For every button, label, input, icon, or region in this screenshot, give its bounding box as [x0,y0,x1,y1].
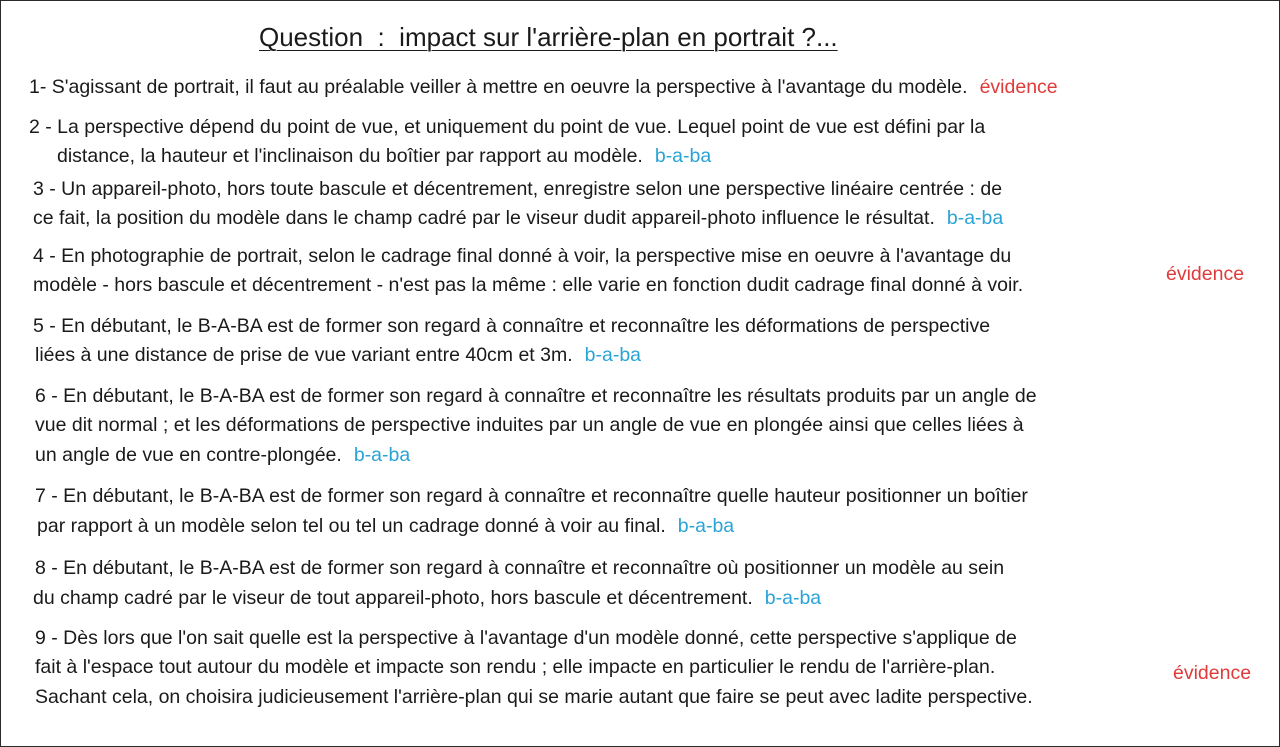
tag-baba: b-a-ba [677,515,735,537]
tag-baba: b-a-ba [654,145,712,167]
tag-baba: b-a-ba [584,344,642,366]
item-8-line-1: 8 - En débutant, le B-A-BA est de former son regard à connaître et reconnaître où positionner un modèle au sein [35,557,1005,579]
item-1-text: 1- S'agissant de portrait, il faut au préalable veiller à mettre en oeuvre la perspective à l'avantage du modèle. [29,76,968,98]
item-8-line-2 [33,586,821,610]
page-title: Question : impact sur l'arrière-plan en portrait ?... [259,22,838,52]
item-9-line-2: fait à l'espace tout autour du modèle et impacte son rendu ; elle impacte en particulier le rendu de l'arrière-plan. [35,656,996,678]
item-4-line-2: modèle - hors bascule et décentrement - n'est pas la même : elle varie en fonction dudit cadrage final donné à voir. [33,274,1024,296]
item-2-line-2 [57,144,711,168]
item-6-line-3 [35,443,410,467]
tag-baba: b-a-ba [946,207,1004,229]
tag-evidence: évidence [979,76,1058,98]
item-2-line-1: 2 - La perspective dépend du point de vue, et uniquement du point de vue. Lequel point de vue est défini par la [29,116,986,138]
item-9-line-1: 9 - Dès lors que l'on sait quelle est la perspective à l'avantage d'un modèle donné, cette perspective s'applique de [35,627,1017,649]
item-5-line-2 [35,343,641,367]
item-3-line-1: 3 - Un appareil-photo, hors toute bascule et décentrement, enregistre selon une perspective linéaire centrée : de [33,178,1003,200]
tag-evidence: évidence [1166,263,1245,285]
item-4-line-1: 4 - En photographie de portrait, selon le cadrage final donné à voir, la perspective mise en oeuvre à l'avantage du [33,245,1012,267]
tag-baba: b-a-ba [764,587,822,609]
tag-evidence: évidence [1173,662,1252,684]
item-6-line-1: 6 - En débutant, le B-A-BA est de former son regard à connaître et reconnaître les résultats produits par un angle de [35,385,1037,407]
item-7-line-1: 7 - En débutant, le B-A-BA est de former son regard à connaître et reconnaître quelle hauteur positionner un boîtier [35,485,1028,507]
item-6-text: un angle de vue en contre-plongée. [35,444,342,466]
item-3-text: ce fait, la position du modèle dans le champ cadré par le viseur dudit appareil-photo influence le résultat. [33,207,935,229]
item-3-line-2 [33,206,1003,230]
item-1-line-1 [29,75,1058,99]
item-6-line-2: vue dit normal ; et les déformations de perspective induites par un angle de vue en plongée ainsi que celles liées à [35,414,1024,436]
item-7-text: par rapport à un modèle selon tel ou tel un cadrage donné à voir au final. [37,515,666,537]
item-8-text: du champ cadré par le viseur de tout appareil-photo, hors bascule et décentrement. [33,587,753,609]
item-2-text: distance, la hauteur et l'inclinaison du boîtier par rapport au modèle. [57,145,643,167]
item-7-line-2 [37,514,734,538]
item-5-text: liées à une distance de prise de vue variant entre 40cm et 3m. [35,344,573,366]
item-9-line-3: Sachant cela, on choisira judicieusement l'arrière-plan qui se marie autant que faire se peut avec ladite perspective. [35,686,1033,708]
item-5-line-1: 5 - En débutant, le B-A-BA est de former son regard à connaître et reconnaître les déformations de perspective [33,315,991,337]
tag-baba: b-a-ba [353,444,411,466]
